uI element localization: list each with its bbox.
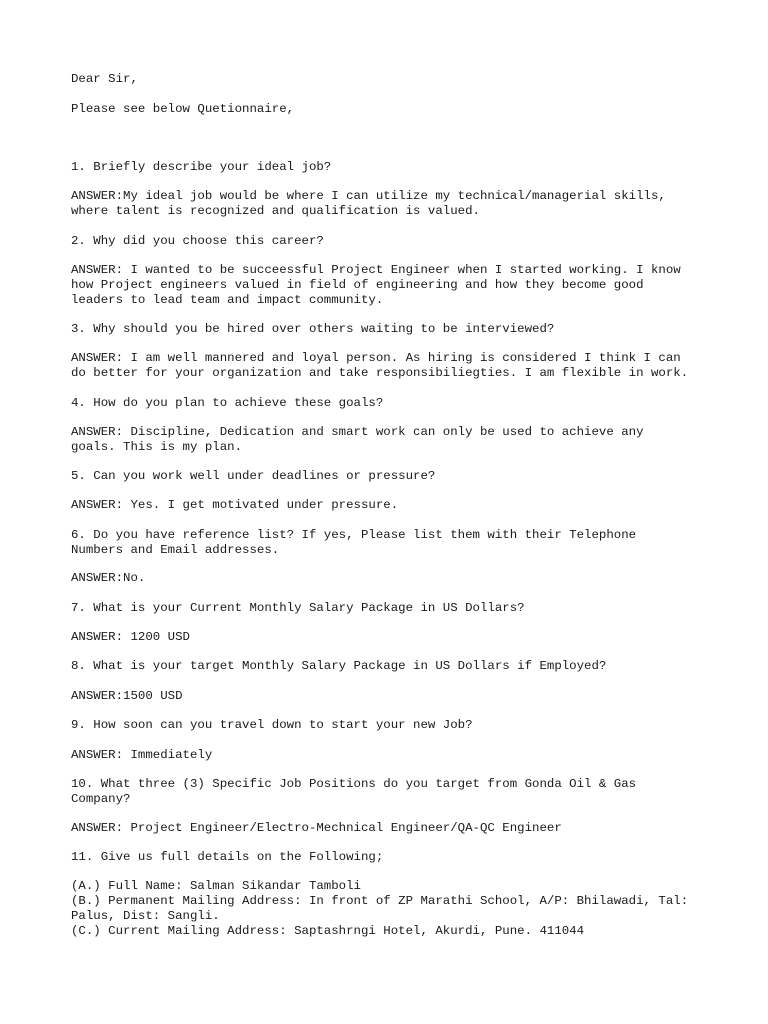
question-9: 9. How soon can you travel down to start your new Job? bbox=[71, 718, 473, 732]
question-10-line-1: 10. What three (3) Specific Job Positions do you target from Gonda Oil & Gas bbox=[71, 777, 637, 791]
question-11: 11. Give us full details on the Following; bbox=[71, 850, 384, 864]
question-7: 7. What is your Current Monthly Salary Package in US Dollars? bbox=[71, 601, 525, 615]
answer-2-line-1: ANSWER: I wanted to be succeessful Project Engineer when I started working. I know bbox=[71, 263, 681, 277]
answer-2-line-3: leaders to lead team and impact community. bbox=[71, 293, 384, 307]
question-10-line-2: Company? bbox=[71, 792, 131, 806]
question-6-line-1: 6. Do you have reference list? If yes, Please list them with their Telephone bbox=[71, 528, 637, 542]
answer-9: ANSWER: Immediately bbox=[71, 748, 213, 762]
intro-line: Please see below Quetionnaire, bbox=[71, 102, 295, 116]
answer-1-line-1: ANSWER:My ideal job would be where I can utilize my technical/managerial skills, bbox=[71, 189, 666, 203]
answer-4-line-1: ANSWER: Discipline, Dedication and smart work can only be used to achieve any bbox=[71, 425, 644, 439]
question-6-line-2: Numbers and Email addresses. bbox=[71, 543, 280, 557]
answer-1-line-2: where talent is recognized and qualification is valued. bbox=[71, 204, 480, 218]
detail-current-address: (C.) Current Mailing Address: Saptashrngi Hotel, Akurdi, Pune. 411044 bbox=[71, 924, 585, 938]
question-5: 5. Can you work well under deadlines or pressure? bbox=[71, 469, 436, 483]
answer-8: ANSWER:1500 USD bbox=[71, 689, 183, 703]
question-4: 4. How do you plan to achieve these goals? bbox=[71, 396, 384, 410]
detail-permanent-address-line-1: (B.) Permanent Mailing Address: In front of ZP Marathi School, A/P: Bhilawadi, Tal: bbox=[71, 894, 689, 908]
answer-4-line-2: goals. This is my plan. bbox=[71, 440, 243, 454]
answer-6: ANSWER:No. bbox=[71, 571, 146, 585]
question-3: 3. Why should you be hired over others waiting to be interviewed? bbox=[71, 322, 555, 336]
answer-3-line-2: do better for your organization and take responsibiliegties. I am flexible in work. bbox=[71, 366, 689, 380]
answer-3-line-1: ANSWER: I am well mannered and loyal person. As hiring is considered I think I can bbox=[71, 351, 681, 365]
detail-full-name: (A.) Full Name: Salman Sikandar Tamboli bbox=[71, 879, 361, 893]
answer-5: ANSWER: Yes. I get motivated under pressure. bbox=[71, 498, 399, 512]
detail-permanent-address-line-2: Palus, Dist: Sangli. bbox=[71, 909, 220, 923]
question-8: 8. What is your target Monthly Salary Package in US Dollars if Employed? bbox=[71, 659, 607, 673]
answer-7: ANSWER: 1200 USD bbox=[71, 630, 190, 644]
salutation: Dear Sir, bbox=[71, 72, 138, 86]
question-1: 1. Briefly describe your ideal job? bbox=[71, 160, 332, 174]
answer-2-line-2: how Project engineers valued in field of engineering and how they become good bbox=[71, 278, 644, 292]
question-2: 2. Why did you choose this career? bbox=[71, 234, 324, 248]
answer-10: ANSWER: Project Engineer/Electro-Mechnical Engineer/QA-QC Engineer bbox=[71, 821, 562, 835]
